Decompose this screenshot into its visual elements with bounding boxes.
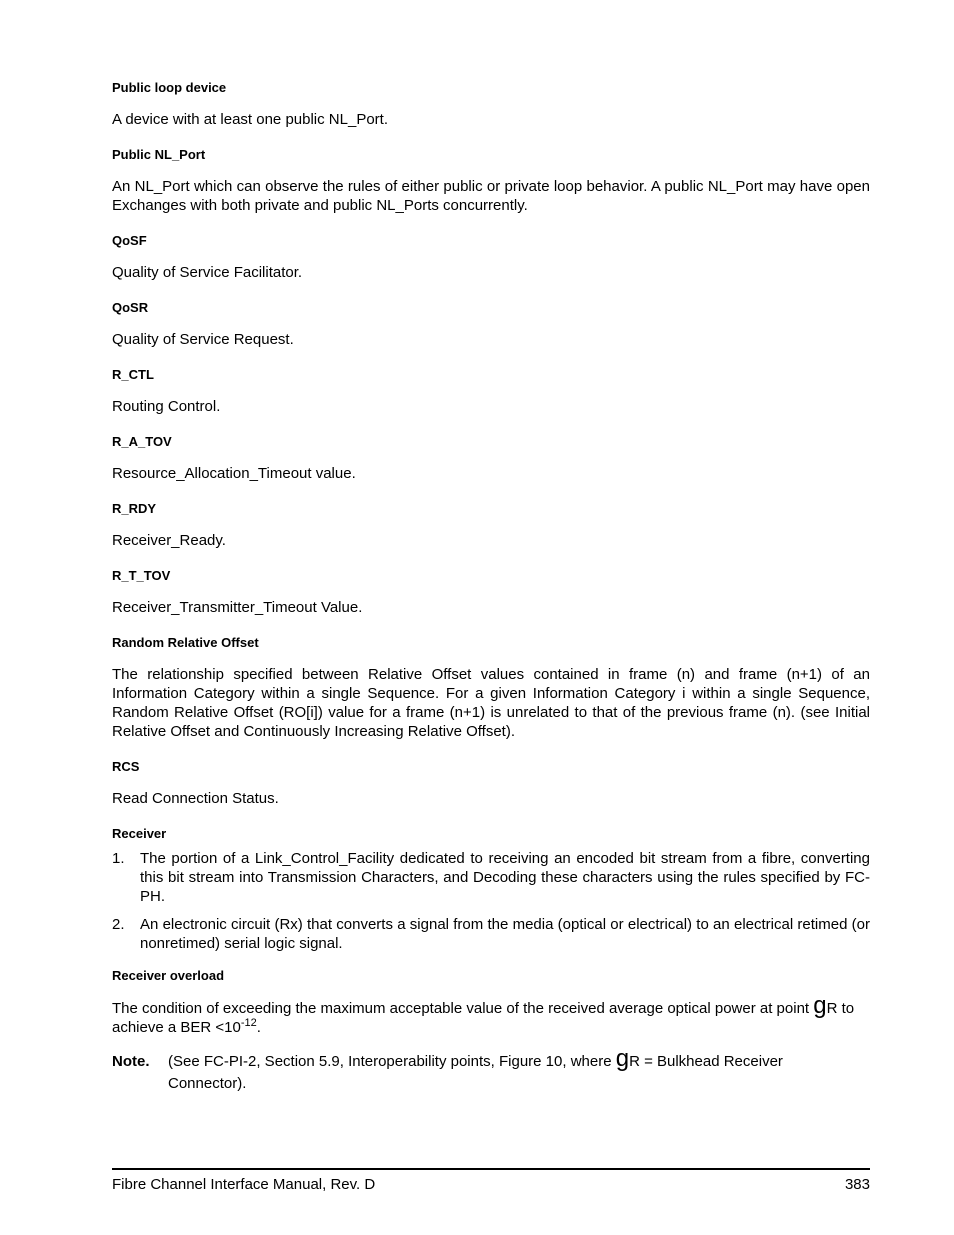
glossary-definition: Receiver_Transmitter_Timeout Value.	[112, 599, 363, 616]
point-r-symbol: R	[826, 1000, 838, 1017]
glossary-term: Random Relative Offset	[112, 635, 259, 650]
definition-text: .	[256, 1019, 261, 1036]
note-block	[112, 1045, 852, 1095]
note-text-part: (See FC-PI-2, Section 5.9, Interoperability points, Figure 10, where	[168, 1053, 616, 1070]
list-item	[112, 915, 870, 953]
note-text-part: R = Bulkhead Receiver Connector).	[168, 1053, 783, 1092]
list-text: An electronic circuit (Rx) that converts a signal from the media (optical or electrical) to an electrical retimed (or nonretimed) serial logic signal.	[140, 916, 870, 952]
point-g-symbol: g	[615, 1045, 630, 1072]
list-item	[112, 849, 870, 906]
receiver-definition-list	[112, 849, 870, 953]
footer-rule	[112, 1168, 870, 1170]
point-g-symbol: g	[813, 992, 827, 1019]
list-number: 2.	[112, 916, 125, 933]
glossary-definition: The relationship specified between Relative Offset values contained in frame (n) and frame (n+1) of an Information Category within a single Sequence. For a given Information Category i within a single Sequence, Random Relative Offset (RO[i]) value for a frame (n+1) is unrelated to that of the previous frame (n). (see Initial Relative Offset and Continuously Increasing Relative Offset).	[112, 666, 870, 740]
glossary-term: R_CTL	[112, 367, 154, 382]
list-text: The portion of a Link_Control_Facility dedicated to receiving an encoded bit stream from a fibre, converting this bit stream into Transmission Characters, and Decoding these characters using the rules specified by FC-PH.	[140, 850, 870, 905]
glossary-term: R_T_TOV	[112, 568, 171, 583]
glossary-term: R_A_TOV	[112, 434, 172, 449]
glossary-term: Public loop device	[112, 80, 227, 95]
page-number: 383	[844, 1176, 870, 1193]
glossary-definition: A device with at least one public NL_Port.	[112, 111, 388, 128]
note-text	[168, 1045, 852, 1095]
glossary-term: QoSR	[112, 300, 149, 315]
glossary-definition: Read Connection Status.	[112, 790, 279, 807]
definition-text: to achieve a BER <10	[112, 1000, 855, 1036]
glossary-definition: Quality of Service Request.	[112, 331, 294, 348]
glossary-term: RCS	[112, 759, 140, 774]
glossary-definition: Routing Control.	[112, 398, 221, 415]
receiver-overload-definition	[112, 992, 870, 1037]
glossary-definition: Resource_Allocation_Timeout value.	[112, 465, 356, 482]
glossary-term: QoSF	[112, 233, 147, 248]
footer-title: Fibre Channel Interface Manual, Rev. D	[112, 1176, 376, 1193]
glossary-term: R_RDY	[112, 501, 157, 516]
glossary-definition: An NL_Port which can observe the rules of either public or private loop behavior. A public NL_Port may have open Exchanges with both private and public NL_Ports concurrently.	[112, 178, 870, 214]
note-label: Note.	[112, 1053, 150, 1070]
glossary-term-receiver-overload: Receiver overload	[112, 968, 225, 983]
glossary-term-receiver: Receiver	[112, 826, 167, 841]
list-number: 1.	[112, 850, 125, 867]
glossary-term: Public NL_Port	[112, 147, 206, 162]
glossary-content	[112, 80, 870, 1095]
glossary-definition: Receiver_Ready.	[112, 532, 226, 549]
definition-text: The condition of exceeding the maximum acceptable value of the received average optical power at point	[112, 1000, 814, 1017]
glossary-definition: Quality of Service Facilitator.	[112, 264, 303, 281]
exponent: -12	[240, 1017, 257, 1029]
